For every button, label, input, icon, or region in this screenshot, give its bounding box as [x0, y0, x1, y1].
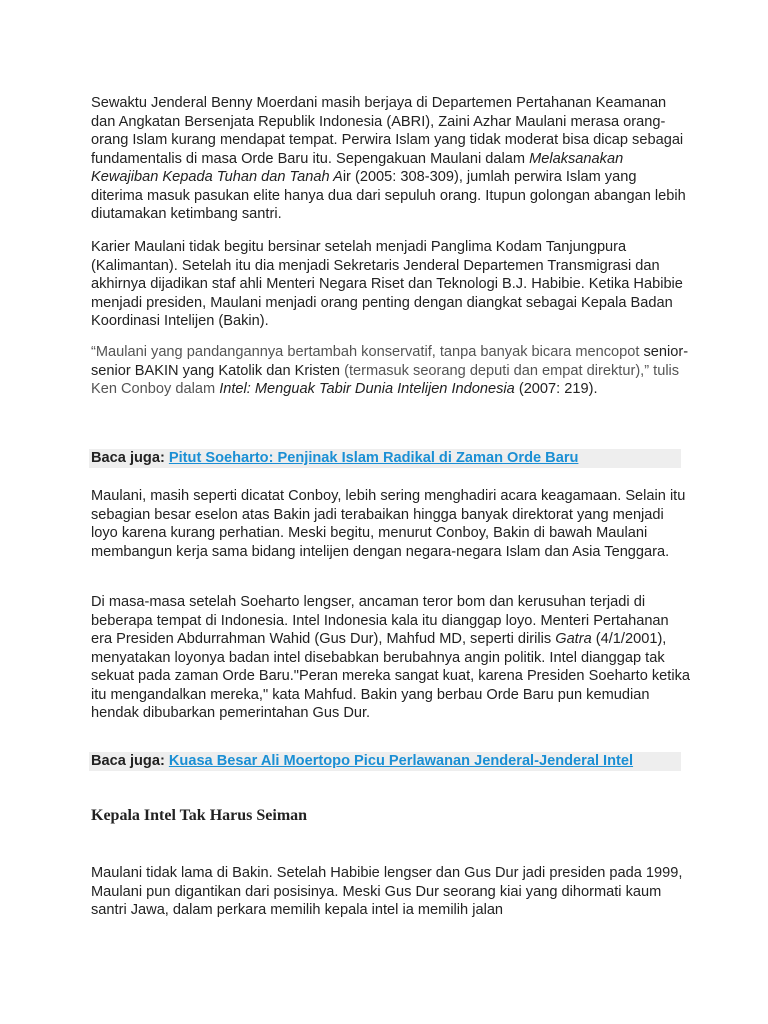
- book-title-italic: Melaksanakan Kewajiban Kepada Tuhan dan Tanah A: [91, 150, 624, 185]
- paragraph-4: [91, 593, 691, 723]
- related-box-2: [89, 752, 681, 771]
- quote-text-d: (2007: 219).: [514, 381, 598, 397]
- paragraph-4-text-a: Di masa-masa setelah Soeharto lengser, ancaman teror bom dan kerusuhan terjadi di beberapa tempat di Indonesia. Intel Indonesia kala itu dianggap loyo. Menteri Pertahanan era Presiden Abdurrahman Wahid (Gus Dur), Mahfud MD, seperti dirilis: [91, 594, 669, 647]
- paragraph-1-text-a: Sewaktu Jenderal Benny Moerdani masih berjaya di Departemen Pertahanan Keamanan dan Angkatan Bersenjata Republik Indonesia (ABRI), Zaini Azhar Maulani merasa orang-orang Islam kurang mendapat tempat. Perwira Islam yang tidak moderat bisa dicap sebagai fundamentalis di masa Orde Baru itu. Sepengakuan Maulani dalam: [91, 95, 684, 167]
- related-link-1[interactable]: Pitut Soeharto: Penjinak Islam Radikal di Zaman Orde Baru: [168, 450, 579, 466]
- magazine-title-italic: Gatra: [555, 631, 592, 647]
- related-label-1: Baca juga:: [91, 450, 165, 466]
- paragraph-1: [91, 94, 691, 224]
- paragraph-3: Maulani, masih seperti dicatat Conboy, lebih sering menghadiri acara keagamaan. Selain itu sebagian besar eselon atas Bakin jadi terabaikan hingga banyak direktorat yang menjadi loyo karena kurang perhatian. Meski begitu, menurut Conboy, Bakin di bawah Maulani membangun kerja sama bidang intelijen dengan negara-negara Islam dan Asia Tenggara.: [91, 488, 686, 560]
- quote-book-title: Intel: Menguak Tabir Dunia Intelijen Indonesia: [219, 381, 515, 397]
- quote-paragraph: [91, 343, 691, 399]
- quote-text-c: (termasuk seorang deputi dan empat direktur),” tulis Ken Conboy dalam: [91, 362, 680, 397]
- related-label-2: Baca juga:: [91, 753, 165, 769]
- paragraph-1-text-b: ir (2005: 308-309), jumlah perwira Islam yang diterima masuk pasukan elite hanya dua dari sepuluh orang. Itupun golongan abangan lebih diutamakan ketimbang santri.: [91, 169, 686, 222]
- paragraph-4-text-b: (4/1/2001), menyatakan loyonya badan intel disebabkan berubahnya angin politik. Intel dianggap tak sekuat pada zaman Orde Baru."Peran mereka sangat kuat, karena Presiden Soeharto ketika itu mengandalkan mereka," kata Mahfud. Bakin yang berbau Orde Baru pun kemudian hendak dibubarkan pemerintahan Gus Dur.: [91, 631, 691, 721]
- related-box-1: [89, 449, 681, 468]
- paragraph-2: Karier Maulani tidak begitu bersinar setelah menjadi Panglima Kodam Tanjungpura (Kalimantan). Setelah itu dia menjadi Sekretaris Jenderal Departemen Transmigrasi dan akhirnya dijadikan staf ahli Menteri Negara Riset dan Teknologi B.J. Habibie. Ketika Habibie menjadi presiden, Maulani menjadi orang penting dengan diangkat sebagai Kepala Badan Koordinasi Intelijen (Bakin).: [91, 239, 683, 329]
- section-heading: Kepala Intel Tak Harus Seiman: [91, 807, 308, 824]
- paragraph-5: Maulani tidak lama di Bakin. Setelah Habibie lengser dan Gus Dur jadi presiden pada 1999, Maulani pun digantikan dari posisinya. Meski Gus Dur seorang kiai yang dihormati kaum santri Jawa, dalam perkara memilih kepala intel ia memilih jalan: [91, 865, 683, 918]
- quote-text-a: “Maulani yang pandangannya bertambah konservatif, tanpa banyak bicara mencopot: [91, 344, 644, 360]
- related-link-2[interactable]: Kuasa Besar Ali Moertopo Picu Perlawanan Jenderal-Jenderal Intel: [168, 753, 634, 769]
- quote-text-b: senior-senior BAKIN yang Katolik dan Kristen: [91, 344, 689, 379]
